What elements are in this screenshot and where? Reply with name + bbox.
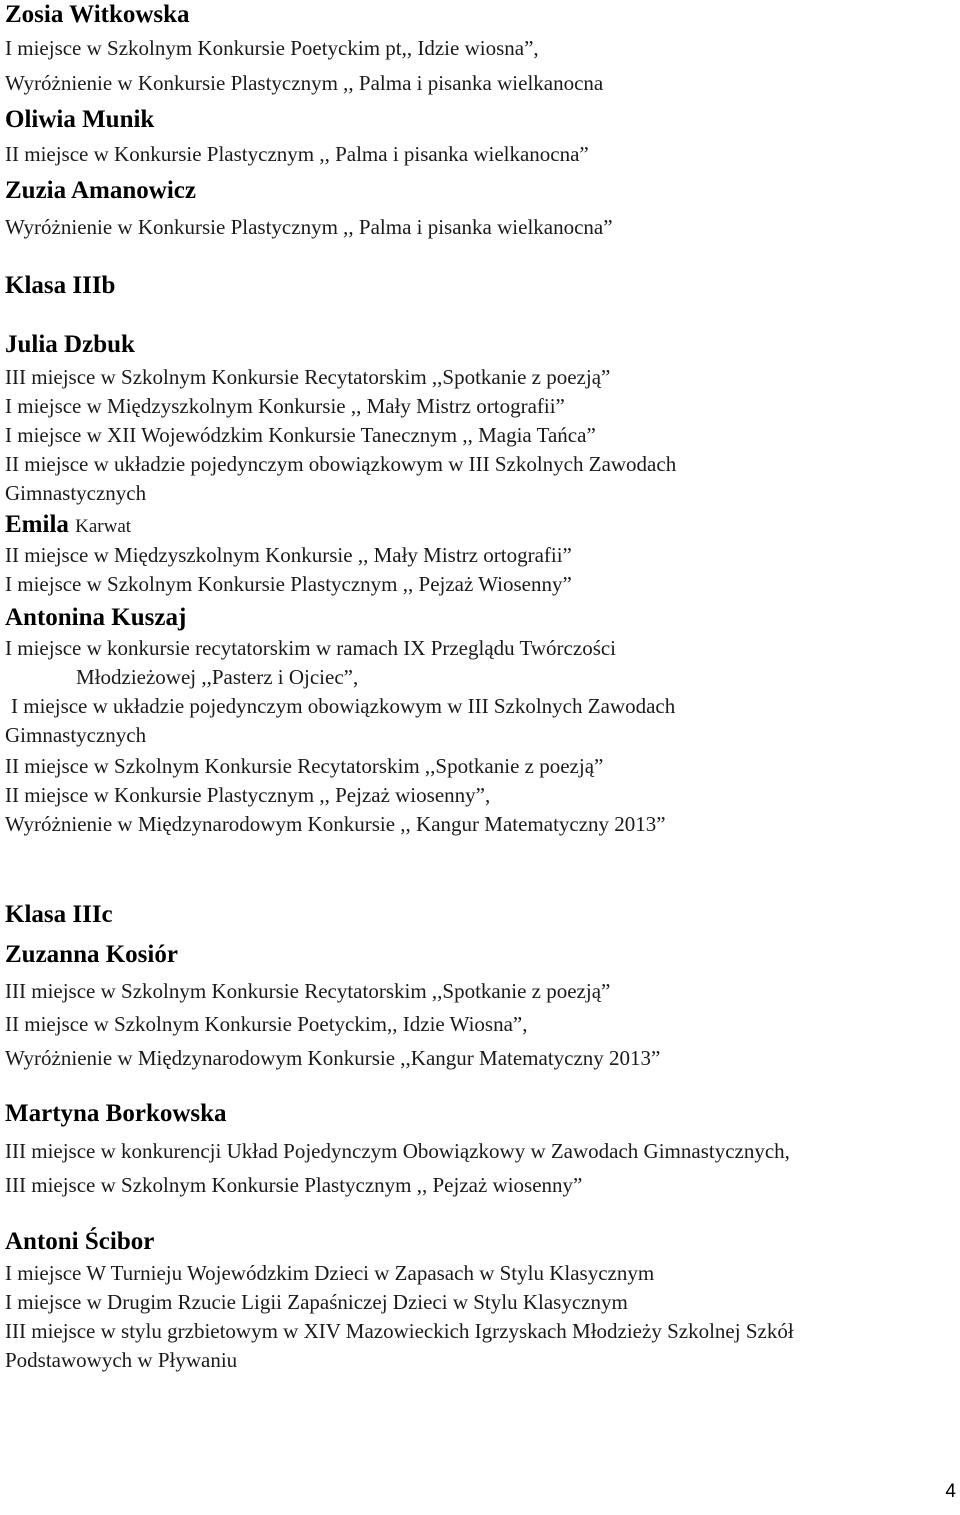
award-line: III miejsce w Szkolnym Konkursie Recytatorskim ,,Spotkanie z poezją” (5, 979, 611, 1003)
award-line: III miejsce w Szkolnym Konkursie Plastycznym ,, Pejzaż wiosenny” (5, 1173, 583, 1197)
award-line: III miejsce w Szkolnym Konkursie Recytatorskim ,,Spotkanie z poezją” (5, 365, 611, 389)
class-heading: Klasa IIIb (5, 272, 116, 299)
award-line: II miejsce w Konkursie Plastycznym ,, Palma i pisanka wielkanocna” (5, 142, 589, 166)
award-line: Młodzieżowej ,,Pasterz i Ojciec”, (76, 665, 359, 689)
award-line: I miejsce w konkursie recytatorskim w ramach IX Przeglądu Twórczości (5, 636, 617, 660)
award-line: II miejsce w Szkolnym Konkursie Recytatorskim ,,Spotkanie z poezją” (5, 754, 604, 778)
award-line: I miejsce w XII Wojewódzkim Konkursie Tanecznym ,, Magia Tańca” (5, 423, 596, 447)
award-line: Gimnastycznych (5, 723, 147, 747)
award-line: I miejsce w Szkolnym Konkursie Poetyckim pt,, Idzie wiosna”, (5, 36, 539, 60)
award-line: Wyróżnienie w Konkursie Plastycznym ,, Palma i pisanka wielkanocna” (5, 215, 613, 239)
award-line: I miejsce W Turnieju Wojewódzkim Dzieci w Zapasach w Stylu Klasycznym (5, 1261, 655, 1285)
student-name: Antonina Kuszaj (5, 604, 187, 631)
student-name: Martyna Borkowska (5, 1100, 227, 1127)
award-line: II miejsce w układzie pojedynczym obowiązkowym w III Szkolnych Zawodach (5, 452, 677, 476)
student-name: Zosia Witkowska (5, 1, 190, 28)
award-line: II miejsce w Szkolnym Konkursie Poetyckim,, Idzie Wiosna”, (5, 1012, 528, 1036)
award-line: I miejsce w Szkolnym Konkursie Plastycznym ,, Pejzaż Wiosenny” (5, 572, 572, 596)
award-line: II miejsce w Międzyszkolnym Konkursie ,, Mały Mistrz ortografii” (5, 543, 572, 567)
student-name: Oliwia Munik (5, 106, 155, 133)
student-name: Zuzia Amanowicz (5, 177, 196, 204)
student-last-name: Karwat (75, 516, 132, 537)
page-number: 4 (945, 1481, 956, 1502)
class-heading: Klasa IIIc (5, 901, 113, 928)
award-line: Podstawowych w Pływaniu (5, 1348, 238, 1372)
student-first-name: Emila (5, 511, 69, 538)
award-line: I miejsce w układzie pojedynczym obowiązkowym w III Szkolnych Zawodach (11, 694, 676, 718)
award-line: I miejsce w Międzyszkolnym Konkursie ,, Mały Mistrz ortografii” (5, 394, 565, 418)
student-name: Zuzanna Kosiór (5, 941, 178, 968)
student-name: Antoni Ścibor (5, 1228, 155, 1255)
award-line: III miejsce w stylu grzbietowym w XIV Mazowieckich Igrzyskach Młodzieży Szkolnej Szkół (5, 1319, 794, 1343)
award-line: Wyróżnienie w Międzynarodowym Konkursie ,,Kangur Matematyczny 2013” (5, 1046, 661, 1070)
award-line: Wyróżnienie w Konkursie Plastycznym ,, Palma i pisanka wielkanocna (5, 71, 604, 95)
award-line: III miejsce w konkurencji Układ Pojedynczym Obowiązkowy w Zawodach Gimnastycznych, (5, 1139, 790, 1163)
award-line: Wyróżnienie w Międzynarodowym Konkursie ,, Kangur Matematyczny 2013” (5, 812, 666, 836)
award-line: II miejsce w Konkursie Plastycznym ,, Pejzaż wiosenny”, (5, 783, 491, 807)
award-line: I miejsce w Drugim Rzucie Ligii Zapaśniczej Dzieci w Stylu Klasycznym (5, 1290, 628, 1314)
award-line: Gimnastycznych (5, 481, 147, 505)
student-name (5, 510, 960, 542)
student-name: Julia Dzbuk (5, 331, 135, 358)
